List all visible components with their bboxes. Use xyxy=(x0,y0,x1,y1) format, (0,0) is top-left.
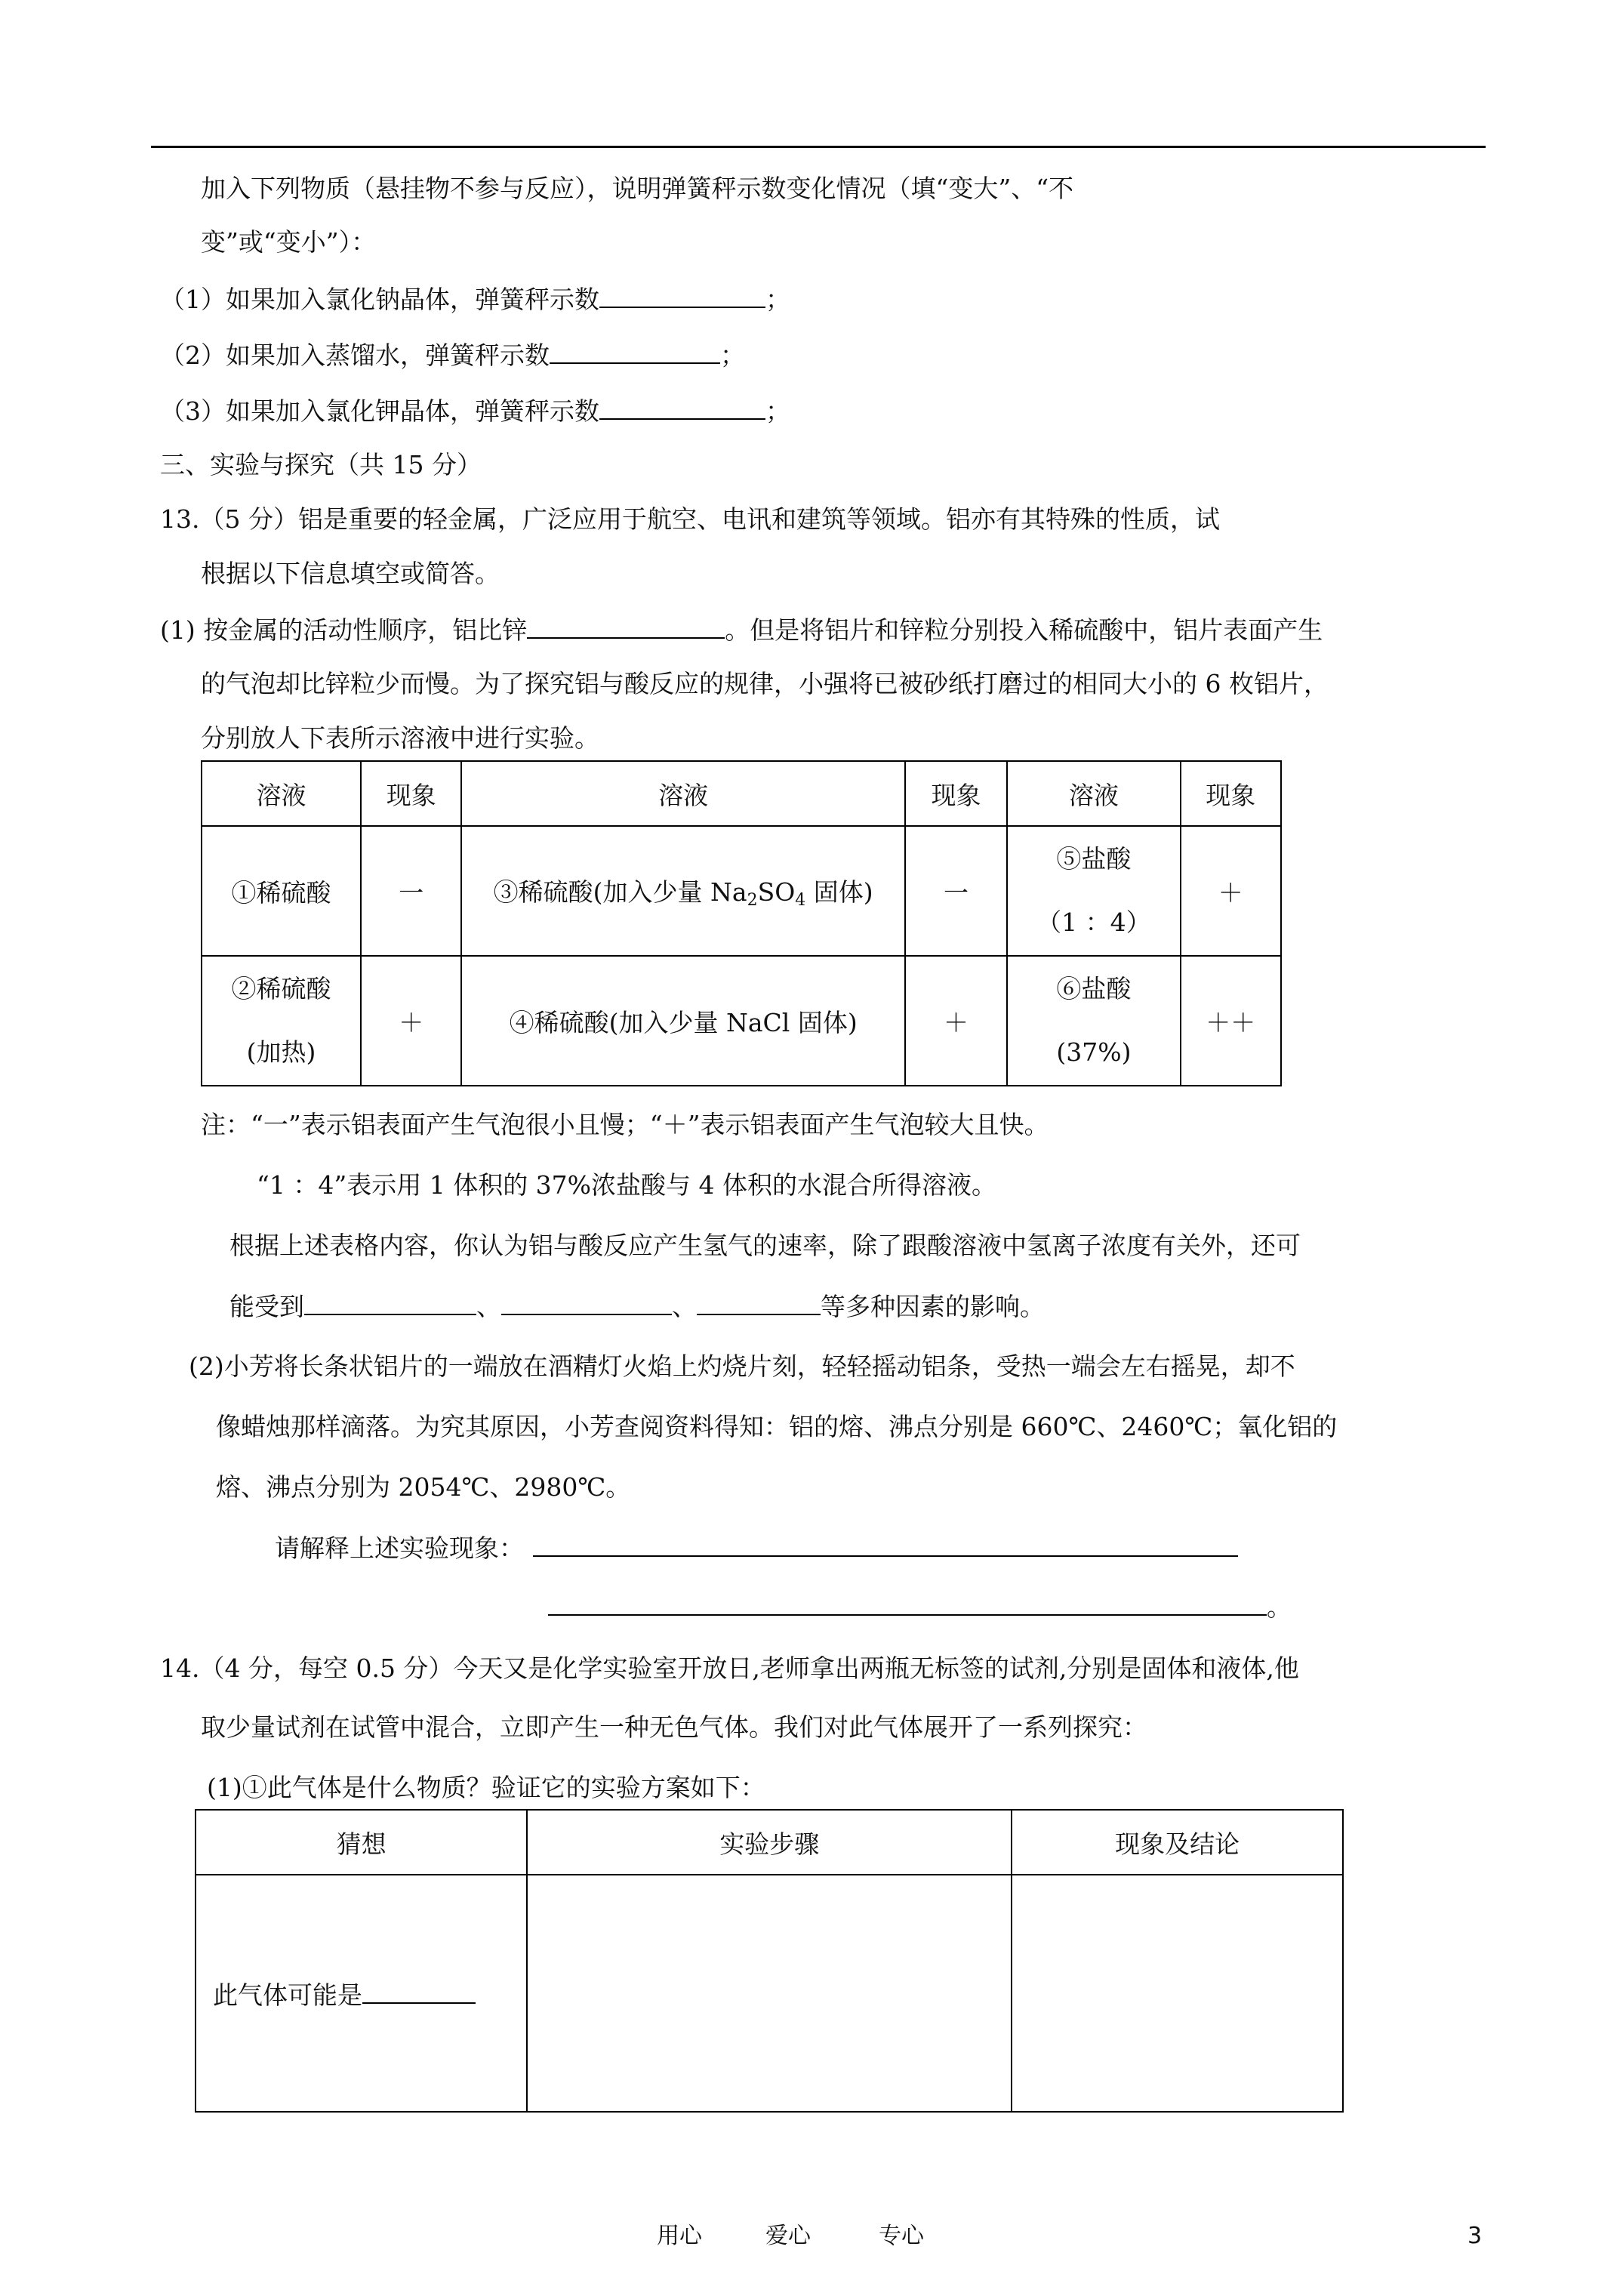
period: 。 xyxy=(1267,1592,1292,1622)
explain-line-2 xyxy=(548,1592,1292,1623)
cell-line: （1 ：4） xyxy=(1036,908,1151,937)
table-cell[interactable] xyxy=(1012,1875,1343,2112)
q13-part-1-line-1 xyxy=(160,615,1323,646)
q12-item-3-end: ； xyxy=(765,396,790,426)
experiment-table xyxy=(201,760,1282,1086)
q12-item-2-end: ； xyxy=(720,341,745,370)
hypothesis-table xyxy=(195,1809,1344,2113)
table-cell[interactable] xyxy=(527,1875,1012,2112)
table-cell xyxy=(1007,956,1180,1086)
header-cell: 猜想 xyxy=(196,1810,527,1875)
table-row xyxy=(196,1875,1343,2112)
table-row xyxy=(202,956,1281,1086)
explain-label: 请解释上述实验现象： xyxy=(275,1533,524,1563)
section-3-title: 三、实验与探究（共 15 分） xyxy=(160,450,482,479)
header-rule xyxy=(151,146,1486,148)
table-cell xyxy=(202,956,361,1086)
cell-text: 固体) xyxy=(805,877,873,907)
table-cell xyxy=(461,826,904,956)
table-cell: ＋ xyxy=(905,956,1007,1086)
header-cell: 溶液 xyxy=(461,761,904,826)
footer-slogan-3: 专心 xyxy=(879,2223,924,2249)
q12-item-1 xyxy=(160,284,790,315)
q12-item-2-text: （2）如果加入蒸馏水，弹簧秤示数 xyxy=(160,341,550,370)
q14-stem-2: 取少量试剂在试管中混合，立即产生一种无色气体。我们对此气体展开了一系列探究： xyxy=(201,1712,1147,1742)
answer-blank[interactable] xyxy=(697,1291,821,1315)
header-cell: 现象 xyxy=(361,761,461,826)
q12-item-1-text: （1）如果加入氯化钠晶体，弹簧秤示数 xyxy=(160,285,599,314)
table-row xyxy=(202,826,1281,956)
table-header-row xyxy=(202,761,1281,826)
q13-text-line-2 xyxy=(229,1291,1045,1322)
cell-line: ⑥盐酸 xyxy=(1056,974,1132,1003)
cell-line: ②稀硫酸 xyxy=(231,974,331,1003)
separator: 、 xyxy=(476,1292,501,1321)
cell-text: ③稀硫酸(加入少量 Na xyxy=(493,877,747,907)
answer-blank[interactable] xyxy=(599,284,765,308)
header-cell: 现象及结论 xyxy=(1012,1810,1343,1875)
header-cell: 溶液 xyxy=(202,761,361,826)
subscript: 4 xyxy=(795,890,806,910)
q13-part-1-text-b: 。但是将铝片和锌粒分别投入稀硫酸中，铝片表面产生 xyxy=(725,615,1323,645)
q12-item-3 xyxy=(160,396,790,427)
table-cell: ④稀硫酸(加入少量 NaCl 固体) xyxy=(461,956,904,1086)
intro-line-2: 变”或“变小”）： xyxy=(201,227,377,257)
answer-blank[interactable] xyxy=(533,1533,1238,1557)
q13-part-1-line-2: 的气泡却比锌粒少而慢。为了探究铝与酸反应的规律，小强将已被砂纸打磨过的相同大小的 6 枚铝片， xyxy=(201,669,1329,698)
q13-part-1-text-a: (1) 按金属的活动性顺序，铝比锌 xyxy=(160,615,528,645)
header-cell: 现象 xyxy=(905,761,1007,826)
table-cell: 一 xyxy=(905,826,1007,956)
table-cell xyxy=(1007,826,1180,956)
q14-part-1: (1)①此气体是什么物质？验证它的实验方案如下： xyxy=(207,1773,765,1802)
answer-blank[interactable] xyxy=(527,615,725,639)
cell-line: (37%) xyxy=(1056,1037,1132,1067)
q13-text-line-1: 根据上述表格内容，你认为铝与酸反应产生氢气的速率，除了跟酸溶液中氢离子浓度有关外，还可 xyxy=(229,1231,1301,1260)
header-cell: 溶液 xyxy=(1007,761,1180,826)
q12-item-3-text: （3）如果加入氯化钾晶体，弹簧秤示数 xyxy=(160,396,599,426)
footer-slogan-1: 用心 xyxy=(657,2223,702,2249)
explain-line-1 xyxy=(275,1533,1238,1564)
q12-item-1-end: ； xyxy=(765,285,790,314)
q13-text-2-a: 能受到 xyxy=(229,1292,304,1321)
answer-blank[interactable] xyxy=(362,1980,476,2004)
q13-stem-2: 根据以下信息填空或简答。 xyxy=(201,559,500,588)
table-cell: ＋ xyxy=(361,956,461,1086)
q13-part-2-line-2: 像蜡烛那样滴落。为究其原因，小芳查阅资料得知：铝的熔、沸点分别是 660℃、2460℃；氧化铝的 xyxy=(216,1412,1338,1441)
table-cell: 一 xyxy=(361,826,461,956)
q13-stem-1: 13.（5 分）铝是重要的轻金属，广泛应用于航空、电讯和建筑等领域。铝亦有其特殊的性质，试 xyxy=(160,504,1220,534)
table-header-row xyxy=(196,1810,1343,1875)
note-line-2: “1 ：4”表示用 1 体积的 37%浓盐酸与 4 体积的水混合所得溶液。 xyxy=(257,1170,997,1200)
answer-blank[interactable] xyxy=(548,1592,1267,1616)
header-cell: 实验步骤 xyxy=(527,1810,1012,1875)
subscript: 2 xyxy=(747,890,758,910)
q13-text-2-b: 等多种因素的影响。 xyxy=(821,1292,1045,1321)
cell-line: (加热) xyxy=(246,1037,316,1067)
footer-slogan-2: 爱心 xyxy=(765,2223,811,2249)
q13-part-2-line-3: 熔、沸点分别为 2054℃、2980℃。 xyxy=(216,1472,631,1502)
q14-stem-1: 14.（4 分，每空 0.5 分）今天又是化学实验室开放日,老师拿出两瓶无标签的试剂,分别是固体和液体,他 xyxy=(160,1653,1299,1683)
separator: 、 xyxy=(672,1292,697,1321)
q13-part-2-line-1: (2)小芳将长条状铝片的一端放在酒精灯火焰上灼烧片刻，轻轻摇动铝条，受热一端会左右摇晃，却不 xyxy=(189,1351,1295,1381)
cell-line: ⑤盐酸 xyxy=(1056,844,1132,874)
intro-line-1: 加入下列物质（悬挂物不参与反应），说明弹簧秤示数变化情况（填“变大”、“不 xyxy=(201,174,1074,203)
q13-part-1-line-3: 分别放人下表所示溶液中进行实验。 xyxy=(201,723,599,753)
q12-item-2 xyxy=(160,340,745,371)
answer-blank[interactable] xyxy=(304,1291,476,1315)
answer-blank[interactable] xyxy=(550,340,720,364)
table-cell: ＋＋ xyxy=(1181,956,1281,1086)
table-cell xyxy=(196,1875,527,2112)
answer-blank[interactable] xyxy=(599,396,765,420)
note-line-1: 注：“一”表示铝表面产生气泡很小且慢；“＋”表示铝表面产生气泡较大且快。 xyxy=(201,1110,1049,1139)
answer-blank[interactable] xyxy=(501,1291,672,1315)
table-cell: ＋ xyxy=(1181,826,1281,956)
page-number: 3 xyxy=(1467,2223,1483,2249)
guess-label: 此气体可能是 xyxy=(213,1980,362,2010)
table-cell: ①稀硫酸 xyxy=(202,826,361,956)
cell-text: SO xyxy=(757,877,796,907)
header-cell: 现象 xyxy=(1181,761,1281,826)
